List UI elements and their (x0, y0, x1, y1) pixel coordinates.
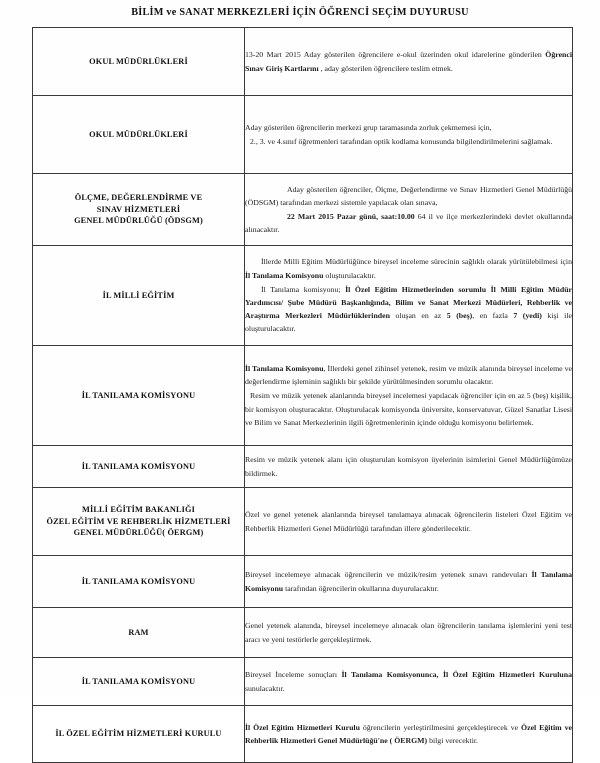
task-paragraph (245, 210, 572, 236)
table-row (33, 488, 573, 556)
role-cell (33, 556, 245, 608)
role-label-line: GENEL MÜDÜRLÜĞÜ( ÖERGM) (73, 528, 204, 538)
table-row (33, 446, 573, 488)
task-paragraph (245, 568, 572, 594)
task-description-cell (245, 608, 573, 658)
body-text: Aday gösterilen öğrencilerin merkezi grup taramasında zorluk çekmemesi için, (245, 122, 492, 132)
body-text: bilgi verecektir. (429, 736, 479, 745)
role-cell (33, 28, 245, 96)
body-text: Özel ve genel yetenek alanlarında bireysel tanılamaya alınacak öğrencilerin listeleri Özel Eğitim ve Rehberlik Hizmetleri Genel Müdürlüğü tarafından illere gönderilecektir. (245, 510, 572, 533)
role-label: İL TANILAMA KOMİSYONU (81, 576, 196, 586)
role-label: OKUL MÜDÜRLÜKLERİ (89, 129, 188, 139)
table-row (33, 174, 573, 246)
role-label: İL TANILAMA KOMİSYONU (81, 390, 196, 400)
body-text: 13-20 Mart 2015 Aday gösterilen öğrencilere e-okul üzerinden okul idarelerine gönderilen (245, 50, 546, 60)
task-description-cell (245, 706, 573, 763)
body-text: Resim ve müzik yetenek alanı için oluşturulan komisyon üyelerinin isimlerini Genel Müdürlüğümüze bildirmek. (245, 455, 572, 478)
task-paragraph (245, 255, 572, 281)
table-body (33, 28, 573, 763)
emphasised-text: 5 (beş) (446, 311, 473, 321)
task-paragraph (245, 721, 572, 747)
body-text: , İllerdeki genel zihinsel yetenek, resim ve müzik alanında bireysel inceleme ve değerlendirme işleminin sağlıklı bir şekilde yürütülmesinden sorumlu olacaktır. (245, 363, 573, 387)
task-paragraph (245, 619, 572, 645)
table-row (33, 28, 573, 96)
body-text: oluşturulacaktır. (325, 270, 376, 280)
body-text: İllerde Milli Eğitim Müdürlüğünce bireysel inceleme sürecinin sağlıklı olarak yürütülebilmesi için (261, 257, 572, 267)
body-text: Aday gösterilen öğrenciler, Ölçme, Değerlendirme ve Sınav Hizmetleri Genel Müdürlüğü (ÖDSGM) tarafından merkezi sistemle yapılacak olan sınava, (245, 184, 572, 207)
role-label-line: SINAV HİZMETLERİ (96, 204, 181, 214)
role-label-line: ÖLÇME, DEĞERLENDİRME VE (74, 193, 203, 203)
emphasised-text: İl Tanılama Komisyonu (245, 270, 326, 280)
role-label: OKUL MÜDÜRLÜKLERİ (89, 56, 188, 66)
emphasised-text: 7 (yedi) (513, 311, 548, 321)
table-row (33, 658, 573, 706)
role-label-line: ÖZEL EĞİTİM VE REHBERLİK HİZMETLERİ (46, 516, 231, 526)
role-label-line: MİLLİ EĞİTİM BAKANLIĞI (81, 505, 196, 515)
task-paragraph (245, 183, 572, 209)
role-cell (33, 446, 245, 488)
body-text: , aday gösterilen öğrencilere teslim etmek. (320, 63, 453, 73)
table-row (33, 608, 573, 658)
task-description-cell (245, 346, 573, 446)
table-row (33, 96, 573, 174)
announcement-table (32, 27, 573, 763)
table-row (33, 346, 573, 446)
emphasised-text: İl Özel Eğitim Hizmetlerinden sorumlu İl Milli Eğitim Müdür Yardımcısı/ Şube Müdürü Başkanlığında, Bilim ve Sanat Merkezi Müdürleri, Rehberlik ve Araştırma Merkezleri Müdürlüklerinden (245, 284, 572, 321)
task-description-cell (245, 446, 573, 488)
body-text: tarafından öğrencilerin okullarına duyurulacaktır. (285, 583, 439, 593)
role-cell (33, 174, 245, 246)
table-row (33, 706, 573, 763)
emphasised-text: İl Tanılama Komisyonunca, İl Özel Eğitim Hizmetleri Kuruluna (341, 670, 572, 680)
task-paragraph (245, 668, 572, 694)
task-paragraph (245, 453, 572, 479)
emphasised-text: İl Özel Eğitim Hizmetleri Kurulu (245, 722, 363, 732)
task-description-cell (245, 246, 573, 346)
body-text: İl Tanılama komisyonu; (261, 284, 346, 294)
role-label: İL TANILAMA KOMİSYONU (81, 461, 196, 471)
task-paragraph (245, 389, 572, 429)
emphasised-text: İl Tanılama Komisyonu (245, 363, 324, 373)
task-description-cell (245, 488, 573, 556)
role-cell (33, 488, 245, 556)
table-row (33, 246, 573, 346)
task-paragraph (245, 362, 572, 388)
emphasised-text: İl Tanılama Komisyonu (245, 570, 572, 593)
role-cell (33, 706, 245, 763)
body-text: 2., 3. ve 4.sınıf öğretmenleri tarafından optik kodlama konusunda bilgilendirilmelerini sağlamak. (250, 137, 553, 146)
body-text: oluşan en az (395, 311, 447, 321)
body-text: 64 il ve ilçe merkezlerindeki devlet okullarında alınacaktır. (245, 212, 572, 235)
role-cell (33, 658, 245, 706)
task-description-cell (245, 28, 573, 96)
body-text: Resim ve müzik yetenek alanlarında bireysel incelemesi yapılacak öğrenciler için en az 5 (beş) kişilik, bir komisyon oluşturacaktır. Oluşturulacak komisyonda üniversite, konservatuvar, Güzel Sanatlar Lisesi ve Bilim ve Sanat Merkezlerinin ilgili öğretmenlerinin içinde olduğu komisyonu belirlemek. (245, 391, 572, 427)
body-text: , en fazla (472, 311, 514, 321)
body-text: Genel yetenek alanında, bireysel incelemeye alınacak olan öğrencilerin tanılama işlemlerini yeni test aracı ve yeni testörlerle gerçekleştirmek. (245, 621, 572, 644)
task-paragraph (245, 135, 572, 148)
role-label: İL TANILAMA KOMİSYONU (81, 676, 196, 686)
task-paragraph (245, 121, 572, 134)
role-cell (33, 608, 245, 658)
role-label: İL ÖZEL EĞİTİM HİZMETLERİ KURULU (55, 729, 222, 739)
page-title: BİLİM ve SANAT MERKEZLERİ İÇİN ÖĞRENCİ SEÇİM DUYURUSU (131, 7, 469, 18)
table-row (33, 556, 573, 608)
role-cell (33, 96, 245, 174)
task-description-cell (245, 174, 573, 246)
body-text: kişi ile oluşturulacaktır. (245, 311, 572, 334)
body-text: Bireysel incelemeye alınacak öğrencilerin ve müzik/resim yetenek sınavı randevuları (245, 570, 532, 580)
emphasised-text: Öğrenci Sınav Giriş Kartlarını (245, 50, 572, 73)
task-paragraph (245, 48, 572, 74)
body-text: öğrencilerin yerleştirilmesini gerçekleştirecek ve (362, 722, 522, 732)
emphasised-text: 22 Mart 2015 Pazar günü, saat:10.00 (287, 212, 418, 221)
task-description-cell (245, 658, 573, 706)
role-cell (33, 246, 245, 346)
task-description-cell (245, 96, 573, 174)
task-paragraph (245, 508, 572, 534)
body-text: Bireysel İnceleme sonuçları (245, 670, 342, 680)
role-label: İL MİLLİ EĞİTİM (102, 290, 175, 300)
task-paragraph (245, 283, 572, 336)
role-cell (33, 346, 245, 446)
emphasised-text: Özel Eğitim ve Rehberlik Hizmetleri Genel Müdürlüğü'ne ( ÖERGM) (245, 722, 572, 745)
role-label: RAM (128, 627, 149, 637)
role-label-line: GENEL MÜDÜRLÜĞÜ (ÖDSGM) (74, 216, 203, 226)
body-text: sunulacaktır. (245, 683, 285, 693)
task-description-cell (245, 556, 573, 608)
